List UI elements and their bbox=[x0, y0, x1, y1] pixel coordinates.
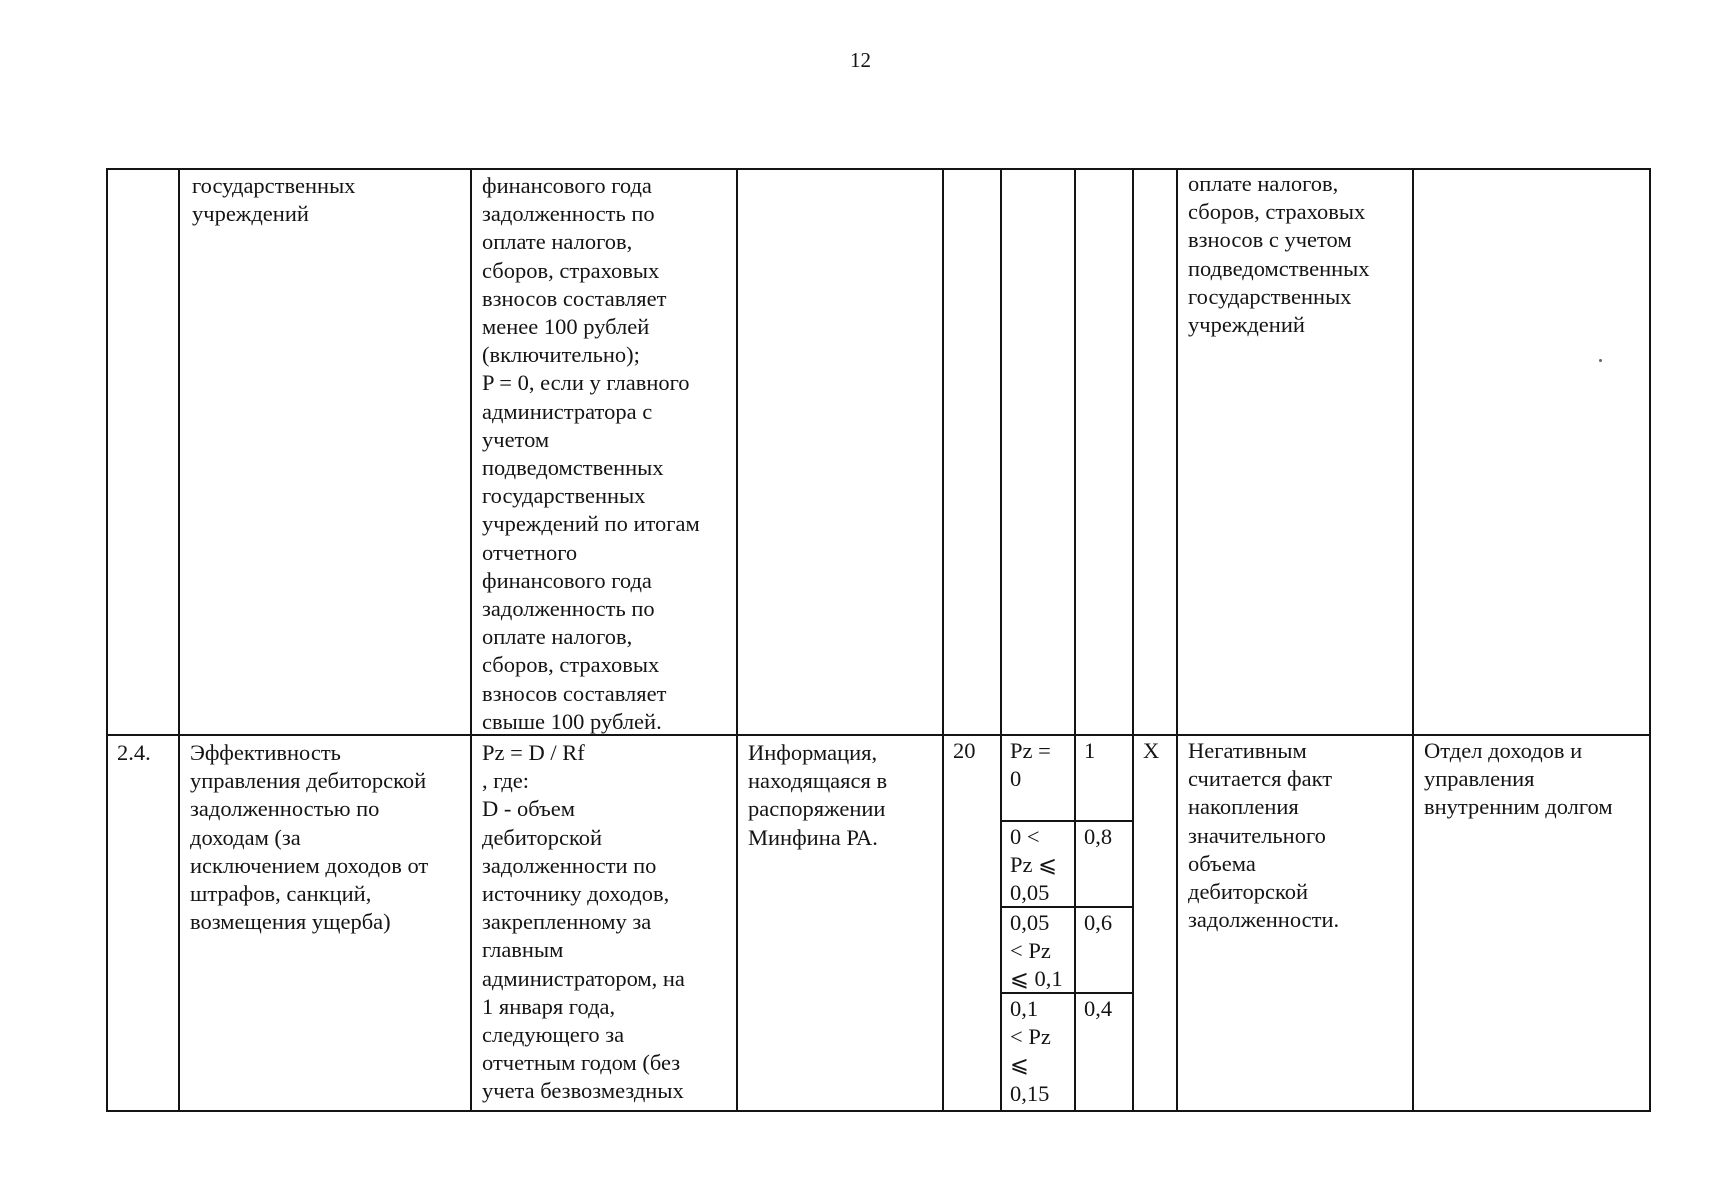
row-2-4-comment: Негативным считается факт накопления значительного объема дебиторской задолженности. bbox=[1188, 738, 1340, 933]
row-2-4-number: 2.4. bbox=[117, 740, 151, 765]
row-2-4-mark: X bbox=[1143, 738, 1160, 763]
row-2-4-calculation: Pz = D / Rf , где: D - объем дебиторской задолженности по источнику доходов, закрепленному за главным администратором, на 1 января года, следующего за отчетным годом (без учета безвозмездных bbox=[482, 740, 685, 1104]
row-2-4-weight: 20 bbox=[953, 738, 976, 763]
condition-4: 0,1 < Pz ⩽ 0,15 bbox=[1010, 996, 1051, 1106]
continued-row-calculation: финансового года задолженность по оплате налогов, сборов, страховых взносов составляет менее 100 рублей (включительно); P = 0, если у главного администратора с учетом подведомственных государственных учреждений по итогам отчетного финансового года задолженность по оплате налогов, сборов, страховых взносов составляет свыше 100 рублей. bbox=[482, 173, 700, 734]
scan-speck bbox=[1599, 359, 1602, 362]
condition-2: 0 < Pz ⩽ 0,05 bbox=[1010, 824, 1057, 906]
score-2: 0,8 bbox=[1084, 824, 1113, 849]
continued-row-comment: оплате налогов, сборов, страховых взносов с учетом подведомственных государственных учреждений bbox=[1188, 171, 1370, 338]
condition-1: Pz = 0 bbox=[1010, 738, 1051, 792]
page-number: 12 bbox=[850, 48, 871, 72]
indicators-table bbox=[106, 168, 1651, 1112]
score-4: 0,4 bbox=[1084, 996, 1113, 1021]
row-2-4-responsible: Отдел доходов и управления внутренним долгом bbox=[1424, 738, 1613, 820]
continued-row-name: государственных учреждений bbox=[192, 173, 356, 227]
condition-3: 0,05 < Pz ⩽ 0,1 bbox=[1010, 910, 1063, 992]
score-1: 1 bbox=[1084, 738, 1096, 763]
row-2-4-name: Эффективность управления дебиторской задолженностью по доходам (за исключением доходов от штрафов, санкций, возмещения ущерба) bbox=[190, 740, 429, 935]
score-3: 0,6 bbox=[1084, 910, 1113, 935]
row-2-4-source: Информация, находящаяся в распоряжении Минфина РА. bbox=[748, 740, 888, 850]
